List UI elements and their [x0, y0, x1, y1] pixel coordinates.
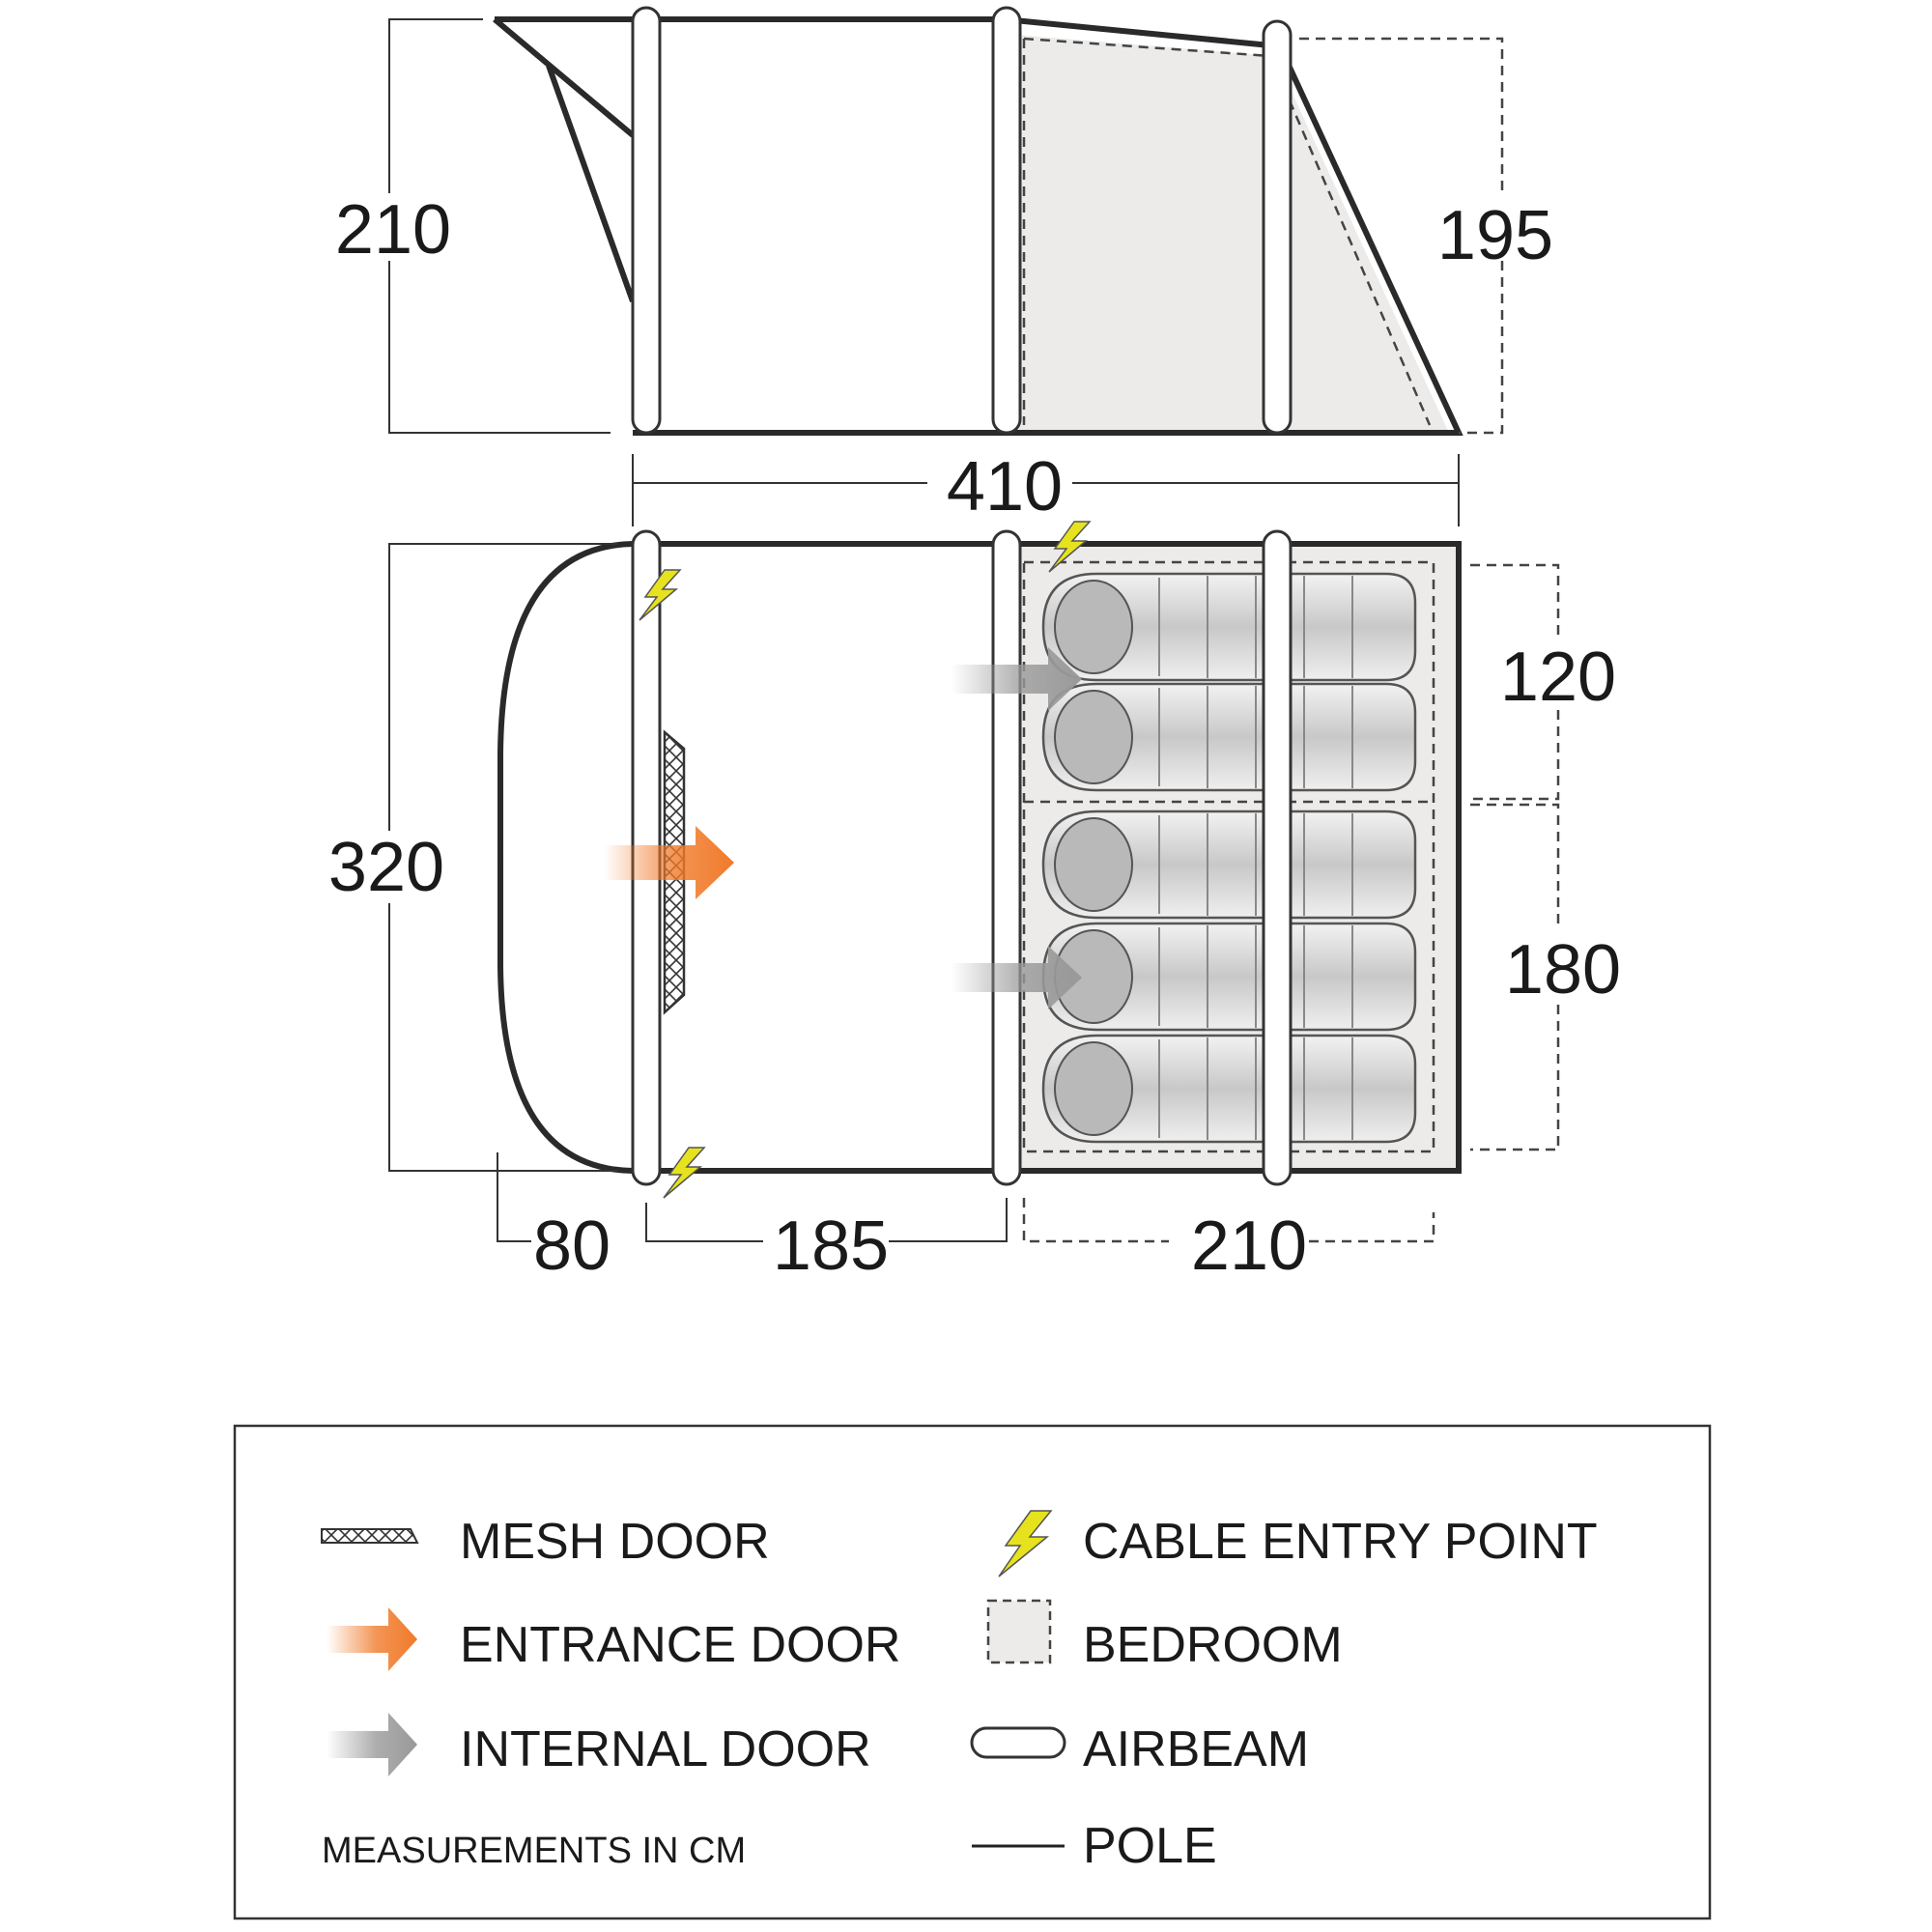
bedroom-top-width-label: 120: [1499, 639, 1617, 716]
floor-plan: [328, 522, 1621, 1285]
side-porch-visor: [495, 19, 633, 301]
floor-airbeam-3: [1264, 531, 1291, 1184]
airbeam-icon: [972, 1728, 1065, 1757]
height-front-label: 210: [334, 191, 452, 269]
bedroom-swatch-icon: [988, 1601, 1050, 1662]
bedroom-depth-label: 210: [1190, 1208, 1308, 1285]
sleeping-bag: [1043, 684, 1415, 790]
height-rear-label: 195: [1436, 197, 1554, 274]
legend-pole: POLE: [1083, 1818, 1217, 1874]
sleeping-bags: [1043, 574, 1415, 1142]
length-label: 410: [946, 448, 1064, 526]
side-airbeam-1: [633, 8, 660, 433]
side-airbeam-3: [1264, 21, 1291, 433]
living-depth-label: 185: [772, 1208, 890, 1285]
legend: [235, 1426, 1710, 1918]
legend-bedroom: BEDROOM: [1083, 1617, 1343, 1673]
porch-depth-label: 80: [532, 1208, 611, 1285]
sleeping-bag: [1043, 923, 1415, 1030]
side-bedroom-area: [1005, 34, 1449, 433]
legend-mesh-door: MESH DOOR: [460, 1514, 770, 1570]
sleeping-bag: [1043, 811, 1415, 918]
sleeping-bag: [1043, 1036, 1415, 1142]
floor-airbeam-2: [993, 531, 1020, 1184]
mesh-door-icon: [322, 1529, 417, 1543]
legend-airbeam: AIRBEAM: [1083, 1721, 1310, 1777]
side-view: [335, 8, 1553, 526]
sleeping-bag: [1043, 574, 1415, 680]
width-label: 320: [327, 829, 445, 906]
legend-internal-door: INTERNAL DOOR: [460, 1721, 871, 1777]
bedroom-bottom-width-label: 180: [1504, 931, 1622, 1009]
legend-cable-entry-point: CABLE ENTRY POINT: [1083, 1514, 1598, 1570]
legend-entrance-door: ENTRANCE DOOR: [460, 1617, 901, 1673]
legend-note: MEASUREMENTS IN CM: [322, 1831, 747, 1871]
side-airbeam-2: [993, 8, 1020, 433]
